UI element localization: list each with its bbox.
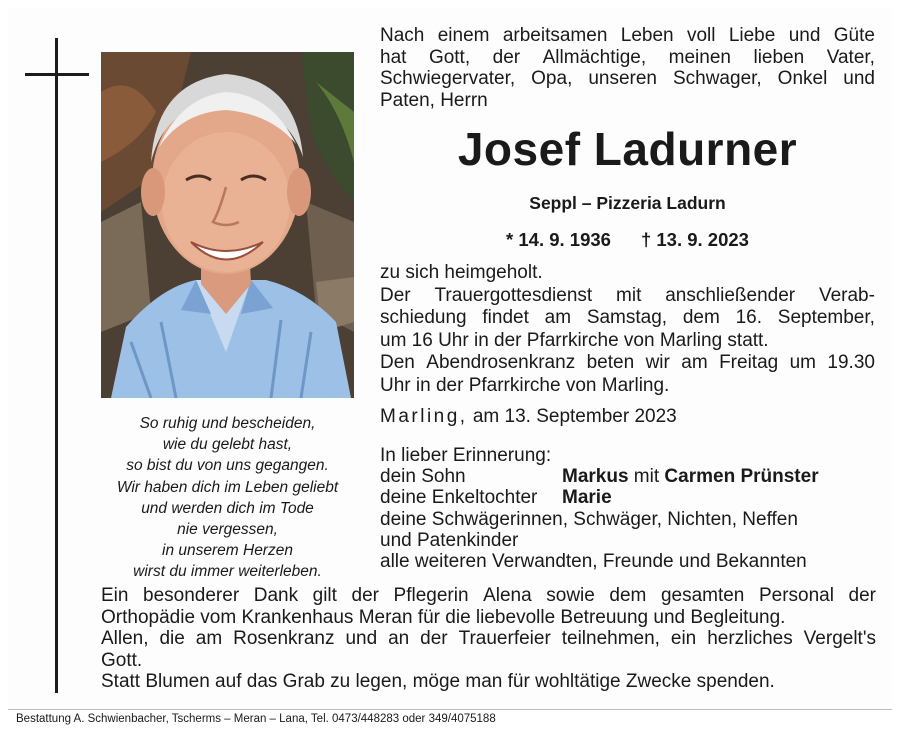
poem-line: in unserem Herzen: [162, 542, 293, 560]
place-date-text: am 13. September 2023: [467, 406, 677, 427]
service-line: Der Trauergottesdienst mit anschließender Verab-: [380, 284, 875, 306]
place-town: Marling,: [380, 406, 468, 427]
mourner-row: dein Sohn Markus mit Carmen Prünster: [380, 466, 819, 488]
poem-line: Wir haben dich im Leben geliebt: [116, 478, 339, 496]
thanks-line: Ein besonderer Dank gilt der Pflegerin Alena sowie dem gesamten Personal der: [101, 585, 876, 606]
life-dates: [380, 228, 875, 252]
mourner-row: und Patenkinder: [380, 529, 519, 551]
thanks-line: Statt Blumen auf das Grab zu legen, möge man für wohltätige Zwecke spenden.: [101, 671, 775, 693]
intro-line: Nach einem arbeitsamen Leben voll Liebe und Güte: [380, 25, 875, 46]
mourner-row: deine Enkeltochter Marie: [380, 487, 612, 509]
cross-icon-vertical: [55, 38, 58, 693]
deceased-name: Josef Ladurner: [457, 123, 798, 175]
intro-line: Schwiegervater, Opa, unseren Schwager, Onkel und: [380, 68, 875, 89]
poem-line: nie vergessen,: [177, 521, 278, 539]
intro-line: hat Gott, der Allmächtige, meinen lieben Vater,: [380, 46, 875, 68]
poem-line: wie du gelebt hast,: [162, 436, 293, 454]
funeral-home-footer: Bestattung A. Schwienbacher, Tscherms – Meran – Lana, Tel. 0473/448283 oder 349/4075188: [16, 713, 496, 725]
service-line: Den Abendrosenkranz beten wir am Freitag um 19.30: [380, 352, 875, 373]
poem: [90, 413, 365, 583]
thanks-line: Allen, die am Rosenkranz und an der Trauerfeier teilnehmen, ein herzliches Vergelt's: [101, 628, 876, 650]
mourner-row: alle weiteren Verwandten, Freunde und Bekannten: [380, 550, 807, 572]
service-line: um 16 Uhr in der Pfarrkirche von Marling statt.: [380, 329, 769, 351]
footer-divider: [8, 709, 892, 710]
deceased-nickname: Seppl – Pizzeria Ladurn: [529, 193, 726, 213]
thanks-line: Gott.: [101, 649, 143, 671]
portrait-photo: [101, 52, 354, 398]
cross-icon-horizontal: [25, 73, 89, 76]
poem-line: wirst du immer weiterleben.: [133, 563, 322, 581]
intro-paragraph: [380, 25, 875, 111]
service-line: zu sich heimgeholt.: [380, 262, 543, 283]
death-date: † 13. 9. 2023: [640, 229, 749, 250]
mourner-row: deine Schwägerinnen, Schwäger, Nichten, Neffen: [380, 508, 798, 530]
memory-block: [380, 445, 875, 572]
intro-line: Paten, Herrn: [380, 89, 488, 111]
service-paragraph: [380, 262, 875, 397]
service-line: Uhr in der Pfarrkirche von Marling.: [380, 374, 670, 396]
service-line: schiedung findet am Samstag, dem 16. September,: [380, 307, 875, 328]
birth-date: * 14. 9. 1936: [506, 229, 611, 250]
poem-line: So ruhig und bescheiden,: [139, 415, 316, 432]
memory-heading: In lieber Erinnerung:: [380, 445, 552, 466]
thanks-paragraph: [101, 585, 876, 693]
poem-line: so bist du von uns gegangen.: [126, 457, 329, 475]
thanks-line: Orthopädie vom Krankenhaus Meran für die liebevolle Betreuung und Begleitung.: [101, 606, 786, 628]
place-date: [380, 405, 875, 429]
poem-line: und werden dich im Tode: [141, 499, 314, 517]
